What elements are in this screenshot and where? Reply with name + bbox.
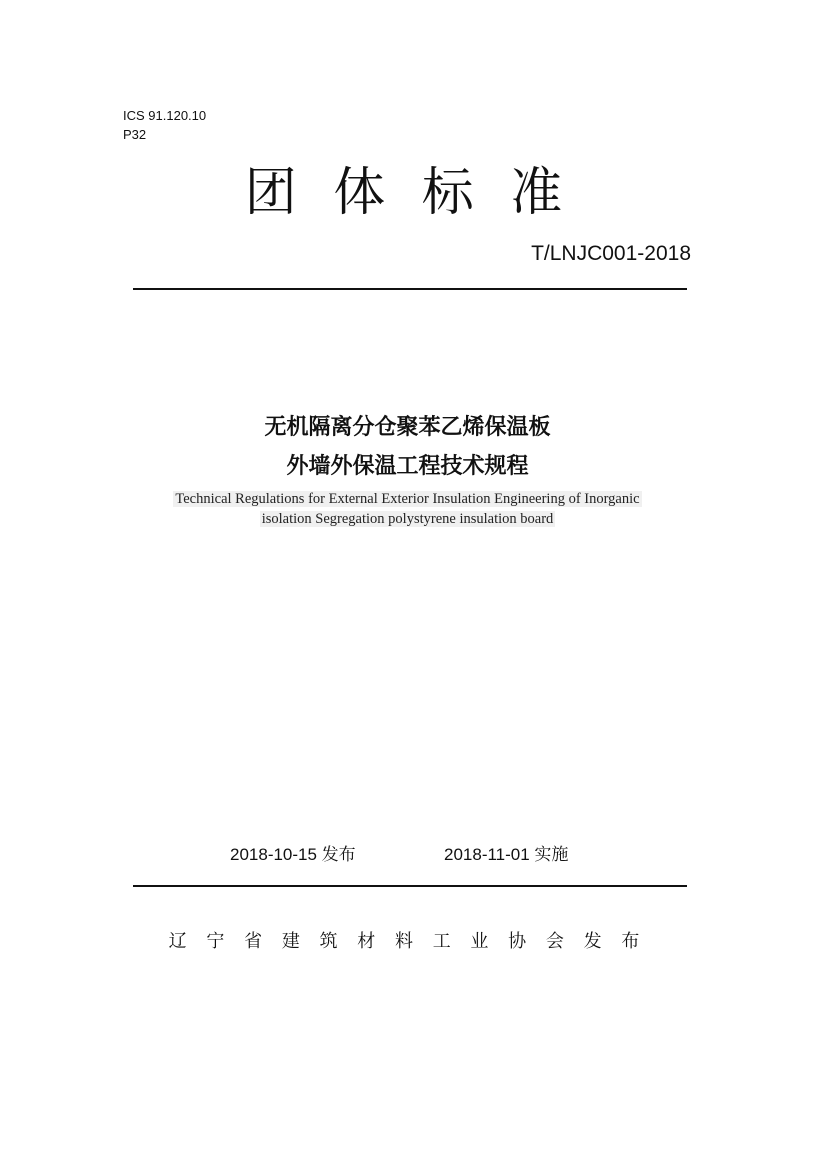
classification-codes [123, 106, 206, 144]
english-title-line-2: isolation Segregation polystyrene insulation board [261, 511, 554, 527]
document-title-line-2: 外墙外保温工程技术规程 [286, 454, 529, 479]
standard-type-text: 团 体 标 准 [244, 163, 573, 223]
ccs-code: P32 [123, 127, 147, 142]
publish-date: 2018-10-15 发布 [230, 845, 356, 864]
publisher-name: 辽 宁 省 建 筑 材 料 工 业 协 会 发 布 [168, 931, 647, 952]
standard-type-heading [0, 160, 815, 226]
standard-code: T/LNJC001-2018 [531, 242, 691, 265]
implement-date: 2018-11-01 实施 [444, 845, 569, 864]
bottom-divider [133, 885, 687, 887]
document-title-line-1: 无机隔离分仓聚苯乙烯保温板 [264, 415, 551, 440]
ics-code: ICS 91.120.10 [123, 108, 207, 123]
top-divider [133, 288, 687, 290]
english-title-line-1: Technical Regulations for External Exterior Insulation Engineering of Inorganic [175, 491, 640, 507]
english-title [0, 489, 815, 529]
